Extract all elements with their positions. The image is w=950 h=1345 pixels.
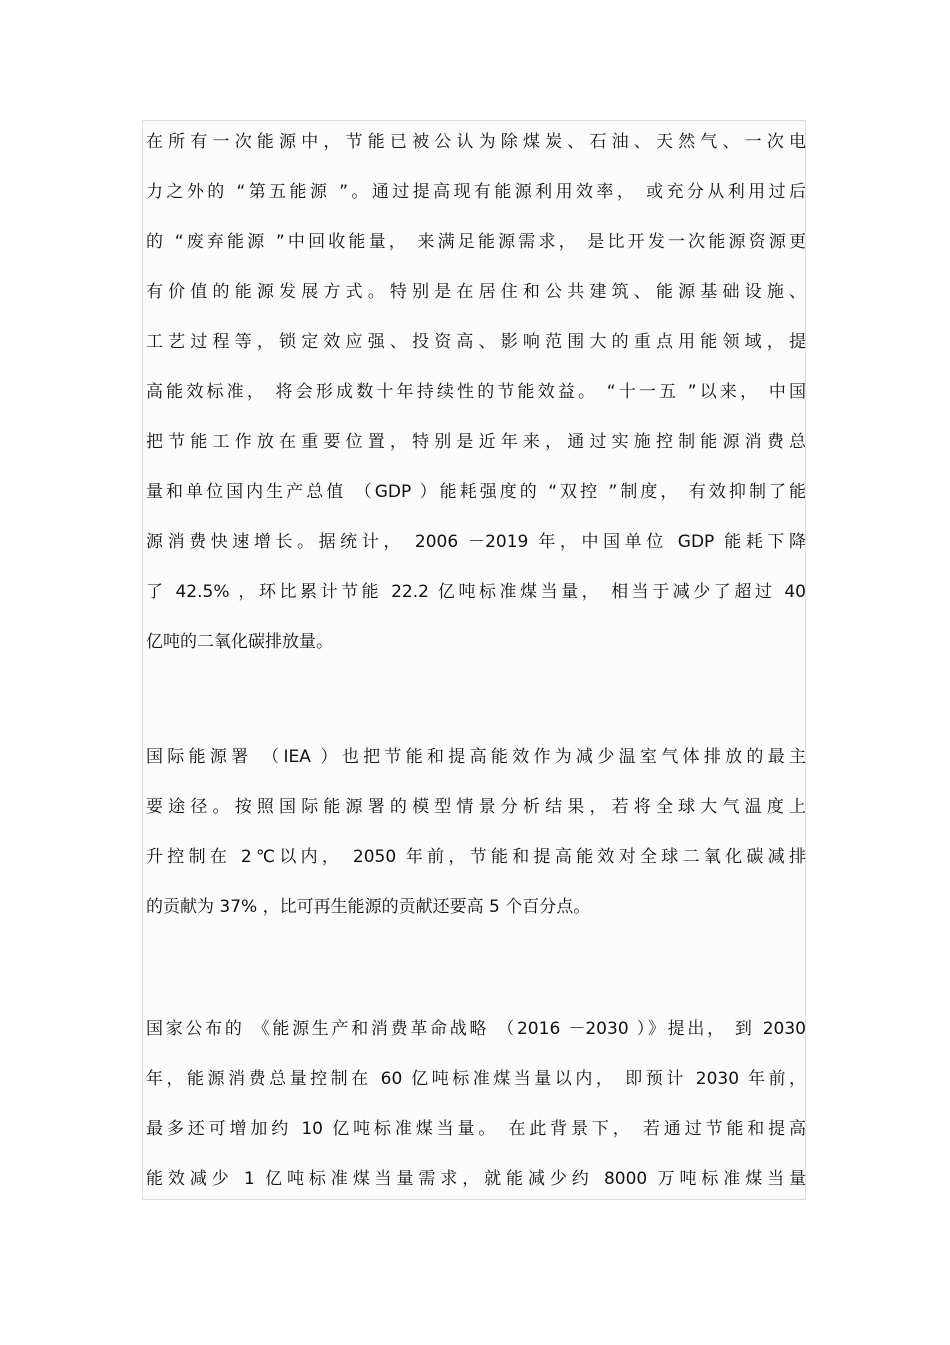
text-line: 亿吨的二氧化碳排放量。	[146, 632, 333, 652]
text-line: 源消费快速增长。据统计， 2006 －2019 年，中国单位 GDP 能耗下降	[146, 532, 806, 552]
text-line: 把节能工作放在重要位置，特别是近年来，通过实施控制能源消费总	[146, 432, 806, 452]
document-page	[142, 120, 806, 1200]
text-line: 要途径。按照国际能源署的模型情景分析结果，若将全球大气温度上	[146, 797, 806, 817]
paragraph-national-strategy	[146, 1008, 806, 1208]
text-line: 升控制在 2℃以内， 2050 年前，节能和提高能效对全球二氧化碳减排	[146, 847, 806, 867]
text-line: 国际能源署 （IEA ）也把节能和提高能效作为减少温室气体排放的最主	[146, 747, 806, 767]
paragraph-iea	[146, 736, 806, 936]
text-line: 工艺过程等，锁定效应强、投资高、影响范围大的重点用能领域，提	[146, 332, 806, 352]
text-line: 的 “废弃能源 ”中回收能量， 来满足能源需求， 是比开发一次能源资源更	[146, 232, 806, 252]
text-line: 的贡献为 37% ，比可再生能源的贡献还要高 5 个百分点。	[146, 897, 591, 917]
text-line: 在所有一次能源中，节能已被公认为除煤炭、石油、天然气、一次电	[146, 132, 806, 152]
text-line: 年，能源消费总量控制在 60 亿吨标准煤当量以内， 即预计 2030 年前，	[146, 1069, 806, 1089]
paragraph-energy-saving-intro	[146, 121, 806, 671]
text-line: 高能效标准， 将会形成数十年持续性的节能效益。 “十一五 ”以来， 中国	[146, 382, 806, 402]
text-line: 有价值的能源发展方式。特别是在居住和公共建筑、能源基础设施、	[146, 282, 806, 302]
text-line: 最多还可增加约 10 亿吨标准煤当量。 在此背景下， 若通过节能和提高	[146, 1119, 806, 1139]
text-line: 量和单位国内生产总值 （GDP ）能耗强度的 “双控 ”制度， 有效抑制了能	[146, 482, 806, 502]
text-line: 能效减少 1 亿吨标准煤当量需求，就能减少约 8000 万吨标准煤当量	[146, 1169, 806, 1189]
text-line: 了 42.5% ，环比累计节能 22.2 亿吨标准煤当量， 相当于减少了超过 40	[146, 582, 806, 602]
text-line: 国家公布的 《能源生产和消费革命战略 （2016 －2030 ）》提出， 到 2030	[146, 1019, 806, 1039]
text-line: 力之外的 “第五能源 ”。通过提高现有能源利用效率， 或充分从利用过后	[146, 182, 806, 202]
